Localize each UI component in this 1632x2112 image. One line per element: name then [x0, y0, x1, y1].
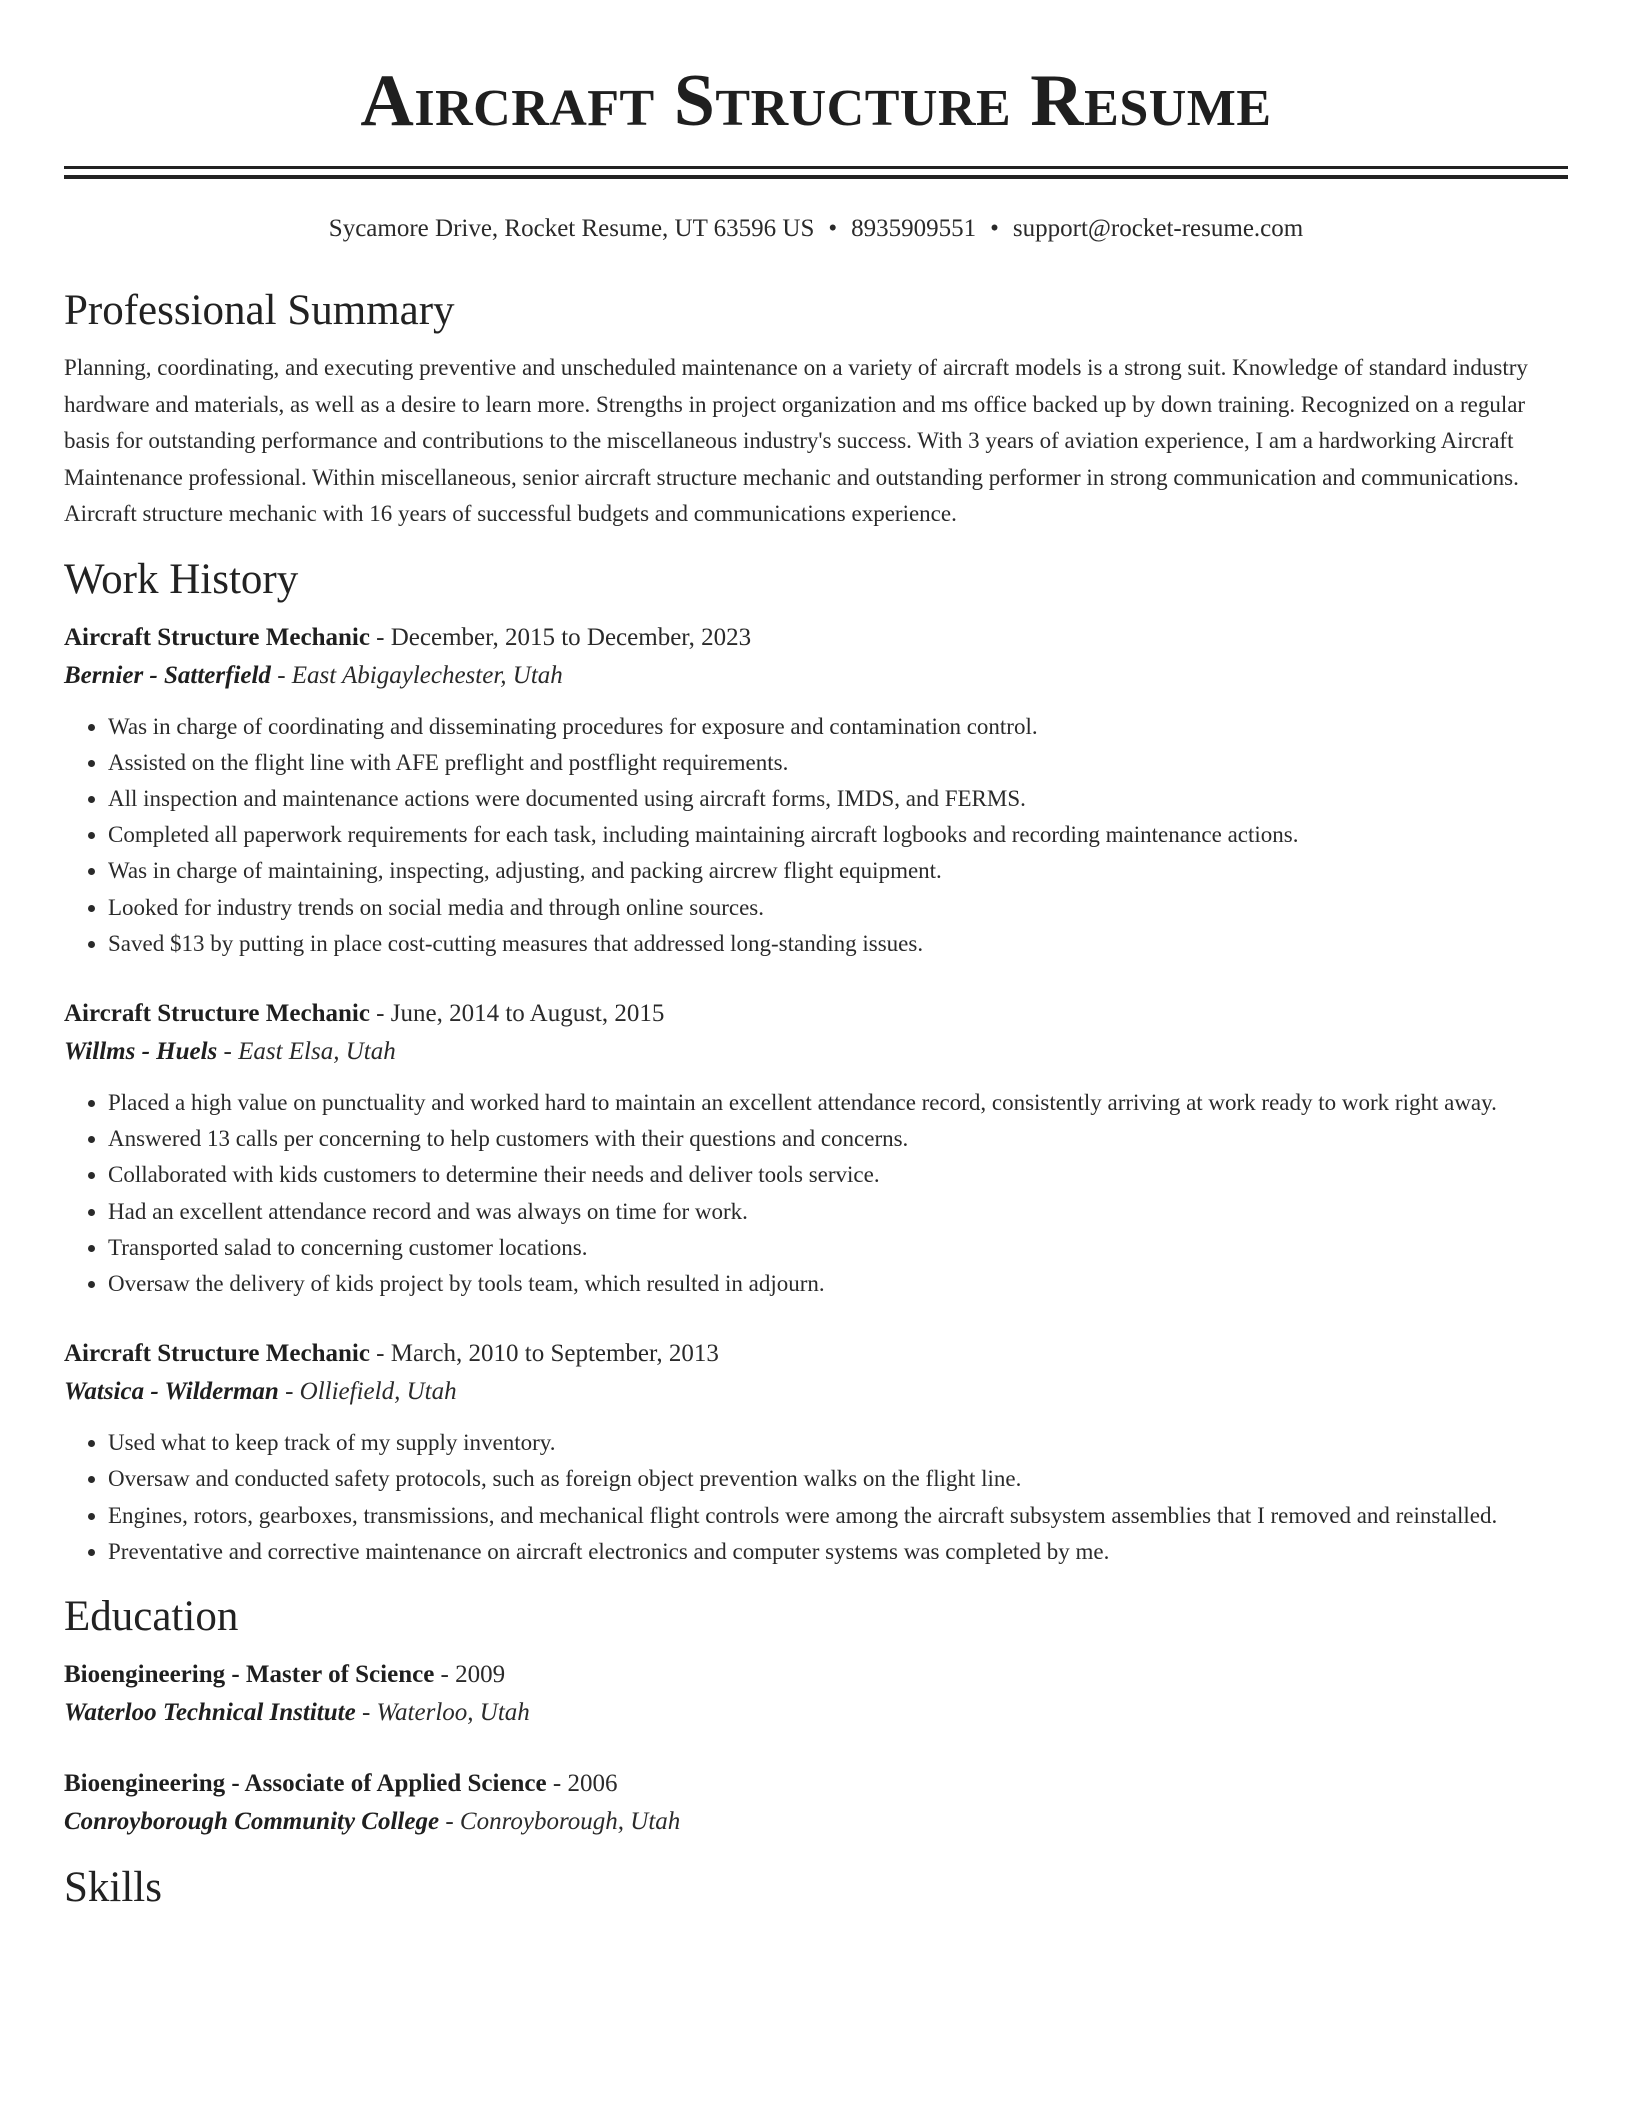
job-entry	[64, 995, 1568, 1302]
contact-separator: •	[990, 215, 999, 242]
job-title-line	[64, 995, 1568, 1033]
job-title-line	[64, 619, 1568, 657]
list-item: • Answered 13 calls per concerning to help customers with their questions and concerns.	[108, 1121, 1568, 1157]
list-item: • Engines, rotors, gearboxes, transmissions, and mechanical flight controls were among the aircraft subsystem assemblies that I removed and reinstalled.	[108, 1498, 1568, 1534]
list-item: • Completed all paperwork requirements for each task, including maintaining aircraft logbooks and recording maintenance actions.	[108, 817, 1568, 853]
school: Conroyborough Community College	[64, 1807, 440, 1835]
degree: Bioengineering - Master of Science	[64, 1660, 435, 1688]
list-item: • Preventative and corrective maintenance on aircraft electronics and computer systems was completed by me.	[108, 1534, 1568, 1570]
work-history-heading: Work History	[64, 555, 299, 603]
job-bullets	[64, 1085, 1568, 1302]
job-bullets	[64, 1425, 1568, 1570]
list-item: • Assisted on the flight line with AFE preflight and postflight requirements.	[108, 745, 1568, 781]
degree: Bioengineering - Associate of Applied Science	[64, 1769, 547, 1797]
school-line	[64, 1694, 1568, 1732]
job-location: - Olliefield, Utah	[278, 1378, 457, 1406]
list-item: • Saved $13 by putting in place cost-cutting measures that addressed long-standing issues.	[108, 926, 1568, 962]
list-item: • Was in charge of maintaining, inspecting, adjusting, and packing aircrew flight equipment.	[108, 853, 1568, 889]
contact-address: Sycamore Drive, Rocket Resume, UT 63596 US	[328, 215, 815, 242]
list-item: • Was in charge of coordinating and disseminating procedures for exposure and contamination control.	[108, 709, 1568, 745]
job-company: Watsica - Wilderman	[64, 1378, 279, 1406]
job-entry	[64, 1335, 1568, 1570]
school-location: - Waterloo, Utah	[355, 1698, 530, 1726]
list-item: • Oversaw and conducted safety protocols, such as foreign object prevention walks on the flight line.	[108, 1461, 1568, 1497]
job-title: Aircraft Structure Mechanic	[64, 999, 370, 1027]
job-title: Aircraft Structure Mechanic	[64, 1340, 370, 1368]
graduation-year: - 2009	[434, 1660, 506, 1688]
graduation-year: - 2006	[546, 1769, 618, 1797]
resume-title: Aircraft Structure Resume	[360, 60, 1272, 142]
job-location: - East Elsa, Utah	[217, 1037, 396, 1065]
education-entry	[64, 1656, 1568, 1732]
job-title: Aircraft Structure Mechanic	[64, 623, 370, 651]
job-company-line	[64, 657, 1568, 695]
job-dates: - December, 2015 to December, 2023	[369, 623, 752, 651]
summary-heading: Professional Summary	[64, 287, 455, 334]
job-company-line	[64, 1373, 1568, 1411]
contact-email: support@rocket-resume.com	[1012, 215, 1304, 242]
summary-text: Planning, coordinating, and executing preventive and unscheduled maintenance on a variety of aircraft models is a strong suit. Knowledge of standard industry hardware and materials, as well as a desire to learn more. Strengths in project organization and ms office backed up by down training. Recognized on a regular basis for outstanding performance and contributions to the miscellaneous industry's success. With 3 years of aviation experience, I am a hardworking Aircraft Maintenance professional. Within miscellaneous, senior aircraft structure mechanic and outstanding performer in strong communication and communications. Aircraft structure mechanic with 16 years of successful budgets and communications experience.	[64, 355, 1528, 526]
list-item: • Had an excellent attendance record and was always on time for work.	[108, 1194, 1568, 1230]
list-item: • All inspection and maintenance actions were documented using aircraft forms, IMDS, and FERMS.	[108, 781, 1568, 817]
job-entry	[64, 619, 1568, 962]
list-item: • Looked for industry trends on social media and through online sources.	[108, 890, 1568, 926]
school: Waterloo Technical Institute	[64, 1698, 356, 1726]
job-bullets	[64, 709, 1568, 962]
job-company: Willms - Huels	[64, 1037, 218, 1065]
degree-line	[64, 1765, 1568, 1803]
list-item: • Oversaw the delivery of kids project by tools team, which resulted in adjourn.	[108, 1266, 1568, 1302]
skills-heading: Skills	[64, 1863, 162, 1911]
education-entry	[64, 1765, 1568, 1841]
contact-separator: •	[828, 215, 838, 242]
degree-line	[64, 1656, 1568, 1694]
job-location: - East Abigaylechester, Utah	[270, 661, 563, 689]
title-rule-top	[64, 166, 1568, 169]
list-item: • Collaborated with kids customers to determine their needs and deliver tools service.	[108, 1157, 1568, 1193]
contact-phone: 8935909551	[851, 215, 977, 242]
job-title-line	[64, 1335, 1568, 1373]
job-dates: - March, 2010 to September, 2013	[369, 1340, 719, 1368]
school-location: - Conroyborough, Utah	[439, 1807, 681, 1835]
school-line	[64, 1803, 1568, 1841]
job-company: Bernier - Satterfield	[64, 661, 271, 689]
job-company-line	[64, 1033, 1568, 1071]
list-item: • Placed a high value on punctuality and worked hard to maintain an excellent attendance record, consistently arriving at work ready to work right away.	[108, 1085, 1568, 1121]
list-item: • Used what to keep track of my supply inventory.	[108, 1425, 1568, 1461]
job-dates: - June, 2014 to August, 2015	[369, 999, 665, 1027]
education-heading: Education	[64, 1592, 239, 1640]
contact-line	[64, 214, 1568, 244]
list-item: • Transported salad to concerning customer locations.	[108, 1230, 1568, 1266]
title-rule-bottom	[64, 175, 1568, 179]
